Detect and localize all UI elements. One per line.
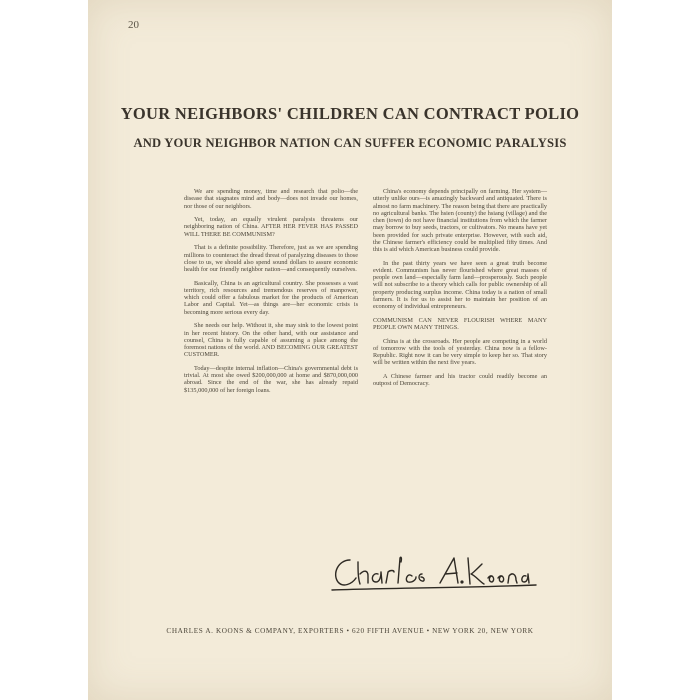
paragraph: She needs our help. Without it, she may sink to the lowest point in her recent history. On the other hand, with our assistance and counsel, China is fully capable of assuming a place among the foremost nations of the world. AND BECOMING OUR GREATEST CUSTOMER. [184, 322, 358, 359]
page-number: 20 [128, 19, 139, 31]
left-column [184, 188, 358, 400]
footer-address: CHARLES A. KOONS & COMPANY, EXPORTERS • 620 FIFTH AVENUE • NEW YORK 20, NEW YORK [166, 627, 534, 635]
paragraph: Basically, China is an agricultural country. She possesses a vast territory, rich resources and tremendous reserves of manpower, which could offer a fabulous market for the products of American Labor and Capital. Yet—as things are—her economic crisis is becoming more serious every day. [184, 279, 358, 316]
subheadline: AND YOUR NEIGHBOR NATION CAN SUFFER ECONOMIC PARALYSIS [133, 136, 567, 150]
emphasis-paragraph: COMMUNISM CAN NEVER FLOURISH WHERE MANY PEOPLE OWN MANY THINGS. [373, 316, 547, 332]
paragraph: A Chinese farmer and his tractor could readily become an outpost of Democracy. [373, 373, 547, 388]
paragraph: China's economy depends principally on farming. Her system—utterly unlike ours—is amazingly backward and antiquated. There is almost no farm machinery. The reason being that there are practically no agricultural banks. The hsien (county) the hsiang (village) and the chen (town) do not have financial institutions from which the farmer may borrow to buy seeds, tractors, or cultivators. No means have yet been provided for such private enterprise. However, with such aid, the Chinese farmer's efficiency could be multiplied fifty times. And this is aid which American business could provide. [373, 188, 547, 253]
paragraph: We are spending money, time and research that polio—the disease that stagnates mind and body—does not invade our homes, nor those of our neighbors. [184, 188, 358, 210]
right-column [373, 188, 547, 394]
paragraph: China is at the crossroads. Her people are competing in a world of tomorrow with the tools of yesterday. China now is a fellow-Republic. Right now it can be very simple to keep her so. That story will be written within the next five years. [373, 337, 547, 367]
paragraph: That is a definite possibility. Therefore, just as we are spending millions to counteract the dread threat of paralyzing diseases to those close to us, we should also spend sound dollars to assure economic health for our friendly neighbor nation—and consequently ourselves. [184, 244, 358, 274]
headline: YOUR NEIGHBORS' CHILDREN CAN CONTRACT POLIO [120, 104, 580, 123]
magazine-page [88, 0, 612, 700]
handwritten-signature [328, 552, 538, 594]
paragraph: Yet, today, an equally virulent paralysis threatens our neighboring nation of China. AFTER HER FEVER HAS PASSED WILL THERE BE COMMUNISM? [184, 216, 358, 238]
paragraph: In the past thirty years we have seen a great truth become evident. Communism has never flourished where great masses of people own land—especially farm land—prosperously. Such people will not subscribe to a theory which calls for public ownership of all property producing surplus income. China today is a nation of small farmers. It is for us to assist her to maintain her position of an economy of individual entrepreneurs. [373, 259, 547, 311]
paragraph: Today—despite internal inflation—China's governmental debt is trivial. At most she owed $200,000,000 at home and $870,000,000 abroad. Since the end of the war, she has already repaid $135,000,000 of her foreign loans. [184, 364, 358, 394]
